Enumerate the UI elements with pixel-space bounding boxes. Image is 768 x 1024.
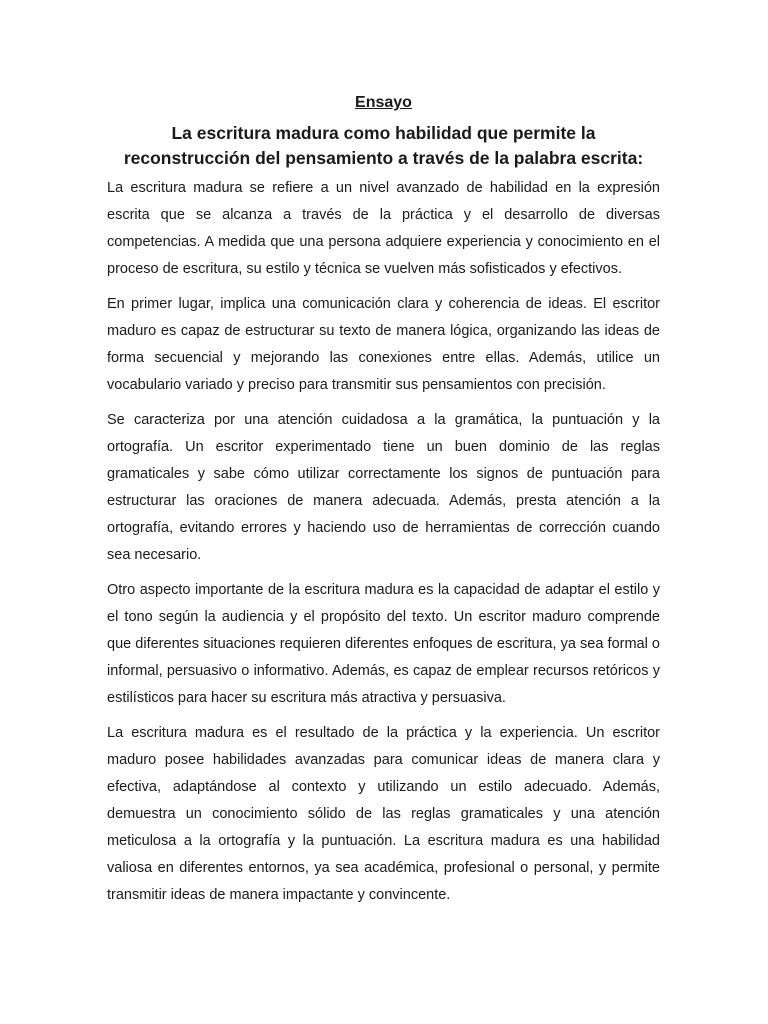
paragraph-1: La escritura madura se refiere a un nivel avanzado de habilidad en la expresión escrita que se alcanza a través de la práctica y el desarrollo de diversas competencias. A medida que una persona adquiere experiencia y conocimiento en el proceso de escritura, su estilo y técnica se vuelven más sofisticados y efectivos. <box>107 180 660 277</box>
paragraph-5: La escritura madura es el resultado de la práctica y la experiencia. Un escritor maduro posee habilidades avanzadas para comunicar ideas de manera clara y efectiva, adaptándose al contexto y utilizando un estilo adecuado. Además, demuestra un conocimiento sólido de las reglas gramaticales y una atención meticulosa a la ortografía y la puntuación. La escritura madura es una habilidad valiosa en diferentes entornos, ya sea académica, profesional o personal, y permite transmitir ideas de manera impactante y convincente. <box>107 725 660 903</box>
paragraph-2: En primer lugar, implica una comunicación clara y coherencia de ideas. El escritor maduro es capaz de estructurar su texto de manera lógica, organizando las ideas de forma secuencial y mejorando las conexiones entre ellas. Además, utilice un vocabulario variado y preciso para transmitir sus pensamientos con precisión. <box>107 296 660 393</box>
essay-label: Ensayo <box>355 94 412 111</box>
paragraph-3: Se caracteriza por una atención cuidadosa a la gramática, la puntuación y la ortografía. Un escritor experimentado tiene un buen dominio de las reglas gramaticales y sabe cómo utilizar correctamente los signos de puntuación para estructurar las oraciones de manera adecuada. Además, presta atención a la ortografía, evitando errores y haciendo uso de herramientas de corrección cuando sea necesario. <box>107 412 660 563</box>
essay-title: La escritura madura como habilidad que permite la reconstrucción del pensamiento a través de la palabra escrita: <box>123 123 644 168</box>
document-body <box>107 92 660 917</box>
paragraph-4: Otro aspecto importante de la escritura madura es la capacidad de adaptar el estilo y el tono según la audiencia y el propósito del texto. Un escritor maduro comprende que diferentes situaciones requieren diferentes enfoques de escritura, ya sea formal o informal, persuasivo o informativo. Además, es capaz de emplear recursos retóricos y estilísticos para hacer su escritura más atractiva y persuasiva. <box>107 582 660 706</box>
